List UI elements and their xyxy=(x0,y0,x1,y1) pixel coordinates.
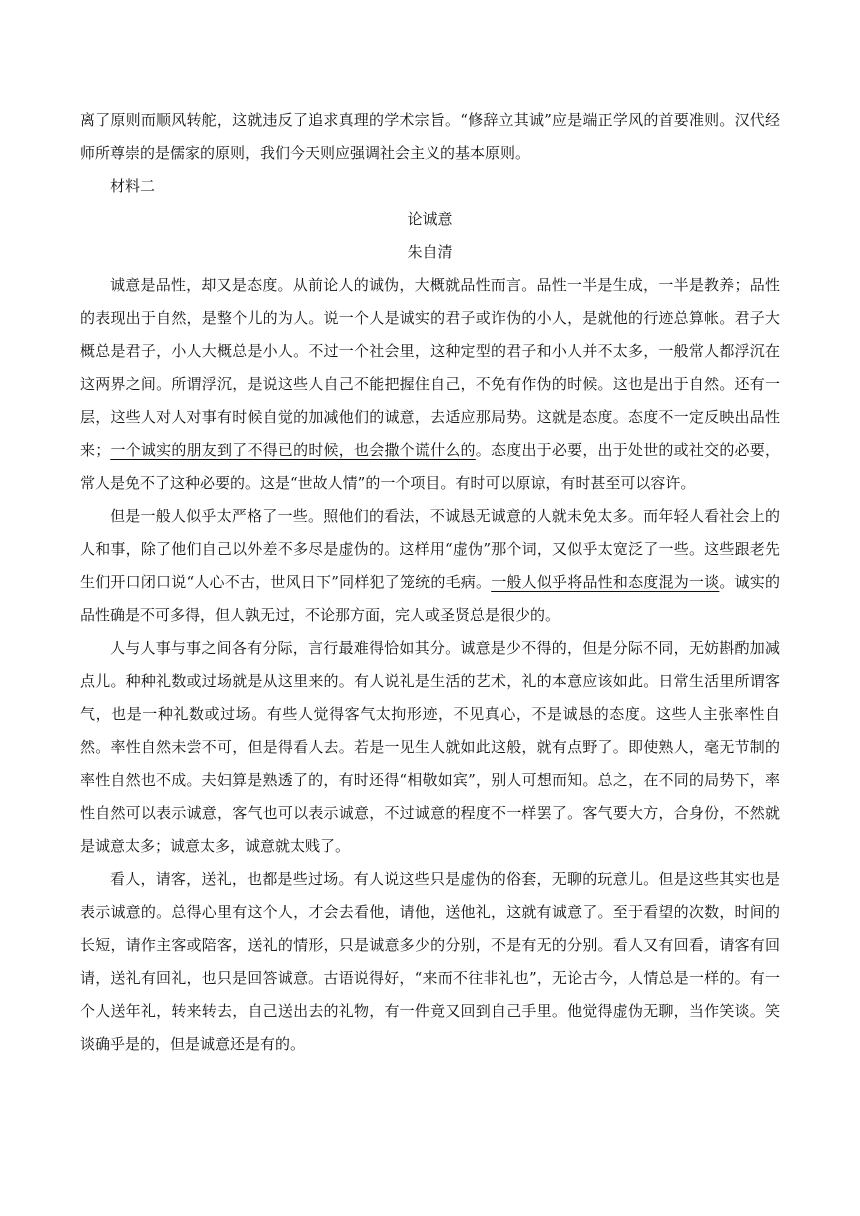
article-paragraph-4: 看人，请客，送礼，也都是些过场。有人说这些只是虚伪的俗套，无聊的玩意儿。但是这些其实也是表示诚意的。总得心里有这个人，才会去看他，请他，送他礼，这就有诚意了。至于看望的次数，时间的长短，请作主客或陪客，送礼的情形，只是诚意多少的分别，不是有无的分别。看人又有回看，请客有回请，送礼有回礼，也只是回答诚意。古语说得好，“来而不往非礼也”，无论古今，人情总是一样的。有一个人送年礼，转来转去，自己送出去的礼物，有一件竟又回到自己手里。他觉得虚伪无聊，当作笑谈。笑谈确乎是的，但是诚意还是有的。 xyxy=(80,870,780,1053)
underlined-sentence-1: 一个诚实的朋友到了不得已的时候，也会撒个谎什么的 xyxy=(110,441,476,459)
article-title: 论诚意 xyxy=(407,210,453,228)
paragraph-1-text-b: 。态度出于必要，出于处世的或社交的必要，常人是免不了这种必要的。这是“世故人情”的一个项目。有时可以原谅，有时甚至可以容许。 xyxy=(80,441,780,492)
paragraph-2-text-b: 。诚实的品性确是不可多得，但人孰无过，不论那方面，完人或圣贤总是很少的。 xyxy=(80,573,780,624)
paragraph-2-text-a: 但是一般人似乎太严格了一些。照他们的看法，不诚恳无诚意的人就未免太多。而年轻人看社会上的人和事，除了他们自己以外差不多尽是虚伪的。这样用“虚伪”那个词，又似乎太宽泛了一些。这些跟老先生们开口闭口说“人心不古，世风日下”同样犯了笼统的毛病。 xyxy=(80,507,780,591)
material-label: 材料二 xyxy=(110,177,156,195)
document-page xyxy=(80,104,780,1061)
underlined-sentence-2: 一般人似乎将品性和态度混为一谈 xyxy=(491,573,720,591)
article-paragraph-2 xyxy=(80,500,780,632)
article-paragraph-3: 人与人事与事之间各有分际，言行最难得恰如其分。诚意是少不得的，但是分际不同，无妨斟酌加减点儿。种种礼数或过场就是从这里来的。有人说礼是生活的艺术，礼的本意应该如此。日常生活里所谓客气，也是一种礼数或过场。有些人觉得客气太拘形迹，不见真心，不是诚恳的态度。这些人主张率性自然。率性自然未尝不可，但是得看人去。若是一见生人就如此这般，就有点野了。即使熟人，毫无节制的率性自然也不成。夫妇算是熟透了的，有时还得“相敬如宾”，别人可想而知。总之，在不同的局势下，率性自然可以表示诚意，客气也可以表示诚意，不过诚意的程度不一样罢了。客气要大方，合身份，不然就是诚意太多；诚意太多，诚意就太贱了。 xyxy=(80,639,780,855)
article-paragraph-1 xyxy=(80,269,780,500)
article-author: 朱自清 xyxy=(407,243,453,261)
intro-paragraph: 离了原则而顺风转舵，这就违反了追求真理的学术宗旨。“修辞立其诚”应是端正学风的首要准则。汉代经师所尊崇的是儒家的原则，我们今天则应强调社会主义的基本原则。 xyxy=(80,111,780,162)
paragraph-1-text-a: 诚意是品性，却又是态度。从前论人的诚伪，大概就品性而言。品性一半是生成，一半是教养；品性的表现出于自然，是整个儿的为人。说一个人是诚实的君子或诈伪的小人，是就他的行迹总算帐。君子大概总是君子，小人大概总是小人。不过一个社会里，这种定型的君子和小人并不太多，一般常人都浮沉在这两界之间。所谓浮沉，是说这些人自己不能把握住自己，不免有作伪的时候。这也是出于自然。还有一层，这些人对人对事有时候自觉的加减他们的诚意，去适应那局势。这就是态度。态度不一定反映出品性来； xyxy=(80,276,780,459)
